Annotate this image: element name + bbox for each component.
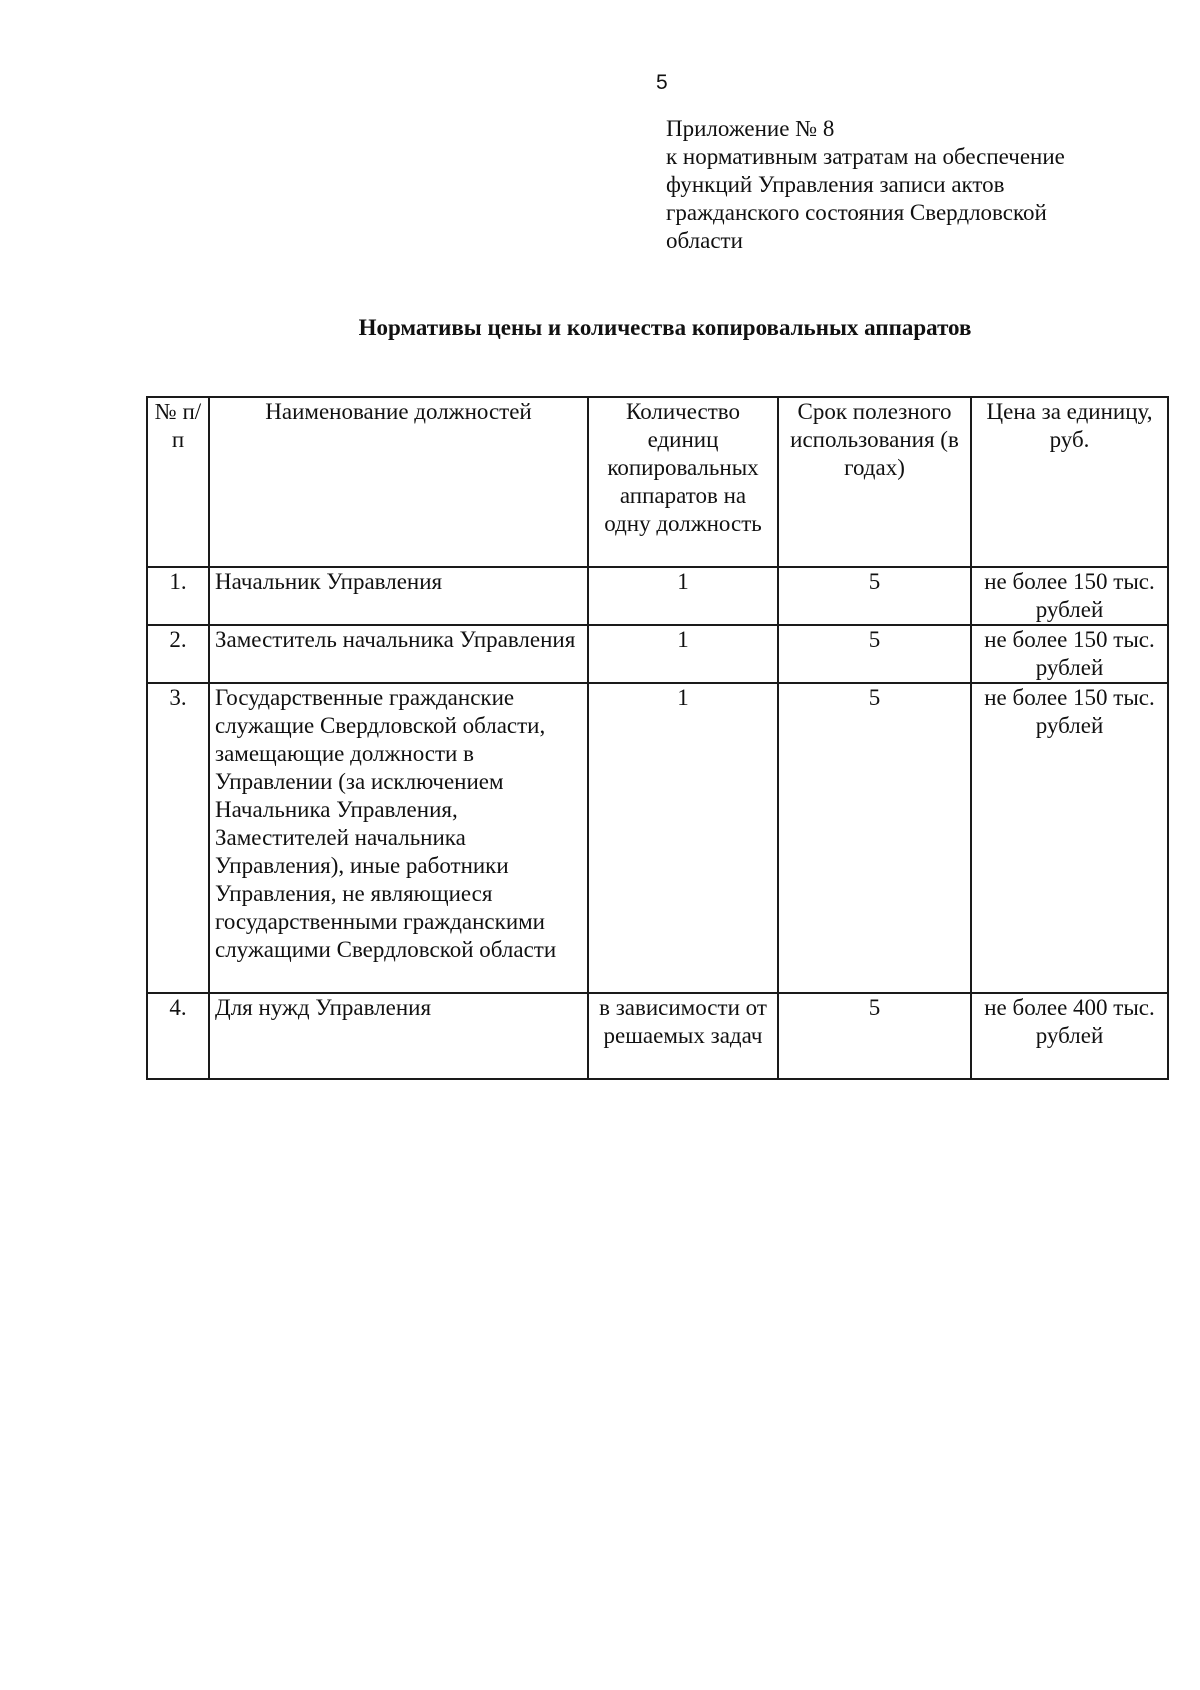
cell-price: не более 400 тыс. рублей: [971, 993, 1168, 1079]
cell-name: Для нужд Управления: [209, 993, 588, 1079]
cell-num: 3.: [147, 683, 209, 993]
cell-name: Государственные гражданские служащие Свердловской области, замещающие должности в Управлении (за исключением Начальника Управления, Заместителей начальника Управления), иные работники Управления, не являющиеся государственными гражданскими служащими Свердловской области: [209, 683, 588, 993]
norms-table: [146, 396, 1169, 1080]
table-row: [147, 683, 1168, 993]
appendix-line: области: [666, 228, 743, 253]
cell-name: Начальник Управления: [209, 567, 588, 625]
appendix-line: гражданского состояния Свердловской: [666, 200, 1047, 225]
header-name: Наименование должностей: [209, 397, 588, 567]
header-price: Цена за единицу, руб.: [971, 397, 1168, 567]
cell-term: 5: [778, 683, 971, 993]
header-qty: Количество единиц копировальных аппаратов на одну должность: [588, 397, 778, 567]
appendix-line: Приложение № 8: [666, 116, 835, 141]
cell-name: Заместитель начальника Управления: [209, 625, 588, 683]
cell-num: 1.: [147, 567, 209, 625]
header-term: Срок полезного использования (в годах): [778, 397, 971, 567]
table-row: [147, 625, 1168, 683]
cell-num: 4.: [147, 993, 209, 1079]
cell-price: не более 150 тыс. рублей: [971, 625, 1168, 683]
cell-num: 2.: [147, 625, 209, 683]
cell-price: не более 150 тыс. рублей: [971, 567, 1168, 625]
page-number: 5: [656, 71, 668, 94]
cell-term: 5: [778, 993, 971, 1079]
cell-term: 5: [778, 567, 971, 625]
appendix-line: функций Управления записи актов: [666, 172, 1005, 197]
cell-qty: в зависимости от решаемых задач: [588, 993, 778, 1079]
table-row: [147, 993, 1168, 1079]
cell-qty: 1: [588, 625, 778, 683]
document-title: Нормативы цены и количества копировальных аппаратов: [358, 315, 972, 340]
appendix-header: [666, 115, 1126, 255]
cell-term: 5: [778, 625, 971, 683]
header-num: № п/п: [147, 397, 209, 567]
cell-qty: 1: [588, 567, 778, 625]
cell-qty: 1: [588, 683, 778, 993]
table-header-row: [147, 397, 1168, 567]
table-row: [147, 567, 1168, 625]
appendix-line: к нормативным затратам на обеспечение: [666, 144, 1065, 169]
cell-price: не более 150 тыс. рублей: [971, 683, 1168, 993]
